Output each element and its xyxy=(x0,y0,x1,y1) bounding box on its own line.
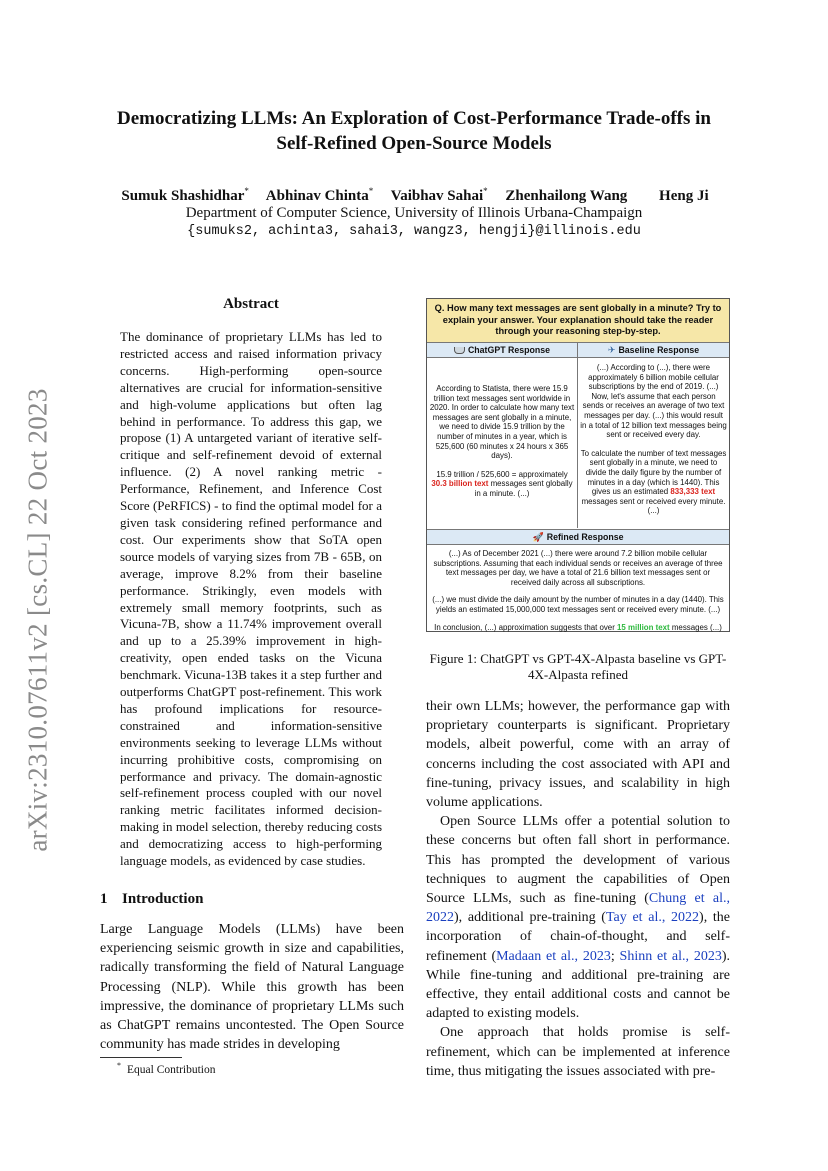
figure-1 xyxy=(426,298,730,632)
text-span: Open Source LLMs offer a potential solution to these concerns but often fall short in performance. This has prompted the development of various techniques to augment the capabilities of Open Source LLMs, such as fine-tuning ( xyxy=(426,814,730,907)
chatgpt-header-label: ChatGPT Response xyxy=(467,345,551,355)
chatgpt-paragraph: According to Statista, there were 15.9 trillion text messages sent worldwide in 2020. In order to calculate how many text messages are sent globally in a minute, we need to divide 15.9 trillion by the number of minutes in a year, which is 525,600 (60 minutes x 24 hours x 365 days). xyxy=(429,384,575,461)
intro-paragraph: Large Language Models (LLMs) have been experiencing seismic growth in size and capabilities, radically transforming the field of Natural Language Processing (NLP). While this growth has been impressive, the dominance of proprietary LLMs such as ChatGPT remains uncontested. The Open Source community has made strides in developing xyxy=(100,922,404,1053)
baseline-header-label: Baseline Response xyxy=(618,345,700,355)
baseline-paragraph xyxy=(580,449,727,516)
body-paragraph xyxy=(426,812,730,1023)
author-name: Zhenhailong Wang xyxy=(505,188,628,204)
airplane-icon: ✈ xyxy=(607,345,616,355)
abstract-body: The dominance of proprietary LLMs has led to restricted access and raised information privacy concerns. High-performing open-source alternatives are crucial for information-sensitive and high-volume applications but often lag behind in performance. To address this gap, we propose (1) A untargeted variant of iterative self-critique and self-refinement devoid of external influence. (2) A novel ranking metric - Performance, Refinement, and Inference Cost Score (PeRFICS) - to find the optimal model for a given task considering refined performance and cost. Our experiments show that SoTA open source models of varying sizes from 7B - 65B, on average, improve 8.2% from their baseline performance. Strikingly, even models with extremely small memory footprints, such as Vicuna-7B, show a 11.74% improvement overall and up to a 25.39% improvement in high-creativity, open ended tasks on the Vicuna benchmark. Vicuna-13B takes it a step further and outperforms ChatGPT post-refinement. This work has profound implications for resource-constrained and information-sensitive environments seeking to leverage LLMs without incurring prohibitive costs, compromising on performance and privacy. The domain-agnostic self-refinement process coupled with our novel ranking metric facilitates informed decision-making in model selection, thereby reducing costs and democratizing access to high-performing language models, as evidenced by case studies. xyxy=(120,329,382,869)
figure-caption: Figure 1: ChatGPT vs GPT-4X-Alpasta baseline vs GPT-4X-Alpasta refined xyxy=(429,651,727,682)
body-paragraph: One approach that holds promise is self-refinement, which can be implemented at inference time, thus mitigating the issues associated with pre- xyxy=(426,1025,730,1079)
text-span: ). While fine-tuning and additional pre-training are effective, they entail additional costs and cannot be adapted to existing models. xyxy=(426,948,731,1022)
abstract-heading: Abstract xyxy=(223,296,279,312)
refined-header xyxy=(427,529,729,545)
refined-response xyxy=(427,549,729,640)
section-heading xyxy=(100,891,203,908)
author-mark: * xyxy=(483,186,488,196)
text-span: In conclusion, (...) approximation suggests that over xyxy=(434,622,615,632)
text-span: messages sent globally in a minute. (...) xyxy=(474,479,573,498)
arxiv-id: arXiv:2310.07611v2 [cs.CL] 22 Oct 2023 xyxy=(22,388,53,852)
refined-header-label: Refined Response xyxy=(546,532,624,542)
chatgpt-paragraph xyxy=(429,470,575,499)
arxiv-watermark xyxy=(8,370,68,870)
title-line-1: Democratizing LLMs: An Exploration of Cost-Performance Trade-offs in xyxy=(116,108,711,129)
author-name: Heng Ji xyxy=(659,188,709,204)
baseline-paragraph: (...) According to (...), there were approximately 6 billion mobile cellular subscriptions by the end of 2019. (...) Now, let's assume that each person sends or receives an average of two text messages per day. (...) this would result in a total of 12 billion text messages being sent or received every day. xyxy=(580,363,727,440)
teacup-icon xyxy=(454,347,465,354)
figure-column-headers xyxy=(427,343,729,358)
section-number: 1 xyxy=(100,891,108,907)
refined-paragraph: (...) As of December 2021 (...) there were around 7.2 billion mobile cellular subscriptions. Assuming that each individual sends or receives an average of three text messages per day, we have a total of 21.6 billion text messages sent or received daily across all subscriptions. xyxy=(433,549,723,587)
text-span: ), the incorporation of chain-of-thought, and self-refinement ( xyxy=(426,910,731,964)
citation-link[interactable]: Shinn et al., 2023 xyxy=(619,948,722,964)
text-span: ), additional pre-training ( xyxy=(454,910,606,926)
refined-paragraph: (...) we must divide the daily amount by the number of minutes in a day (1440). This yields an estimated 15,000,000 text messages sent or received every minute. (...) xyxy=(432,595,724,614)
baseline-response xyxy=(578,358,729,528)
author-emails: {sumuks2, achinta3, sahai3, wangz3, hengji}@illinois.edu xyxy=(187,224,641,239)
right-column-text xyxy=(426,697,730,1081)
highlight-red: 30.3 billion text xyxy=(431,479,489,489)
rocket-icon: 🚀 xyxy=(532,532,544,542)
footnote-text: Equal Contribution xyxy=(127,1063,216,1076)
paper-title xyxy=(60,106,768,156)
author-name: Abhinav Chinta xyxy=(265,188,369,204)
text-span: 15.9 trillion / 525,600 = approximately xyxy=(436,469,568,479)
section-title: Introduction xyxy=(122,891,204,907)
affiliation: Department of Computer Science, University of Illinois Urbana-Champaign xyxy=(185,205,643,221)
title-line-2: Self-Refined Open-Source Models xyxy=(276,133,552,154)
author-mark: * xyxy=(368,186,374,196)
author-mark: * xyxy=(244,186,249,196)
text-span: To calculate the number of text messages sent globally in a minute, we need to divide the daily figure by the number of minutes in a day (which is 1440). This gives us an estimated xyxy=(580,448,727,497)
highlight-red: 833,333 text xyxy=(670,487,716,497)
refined-paragraph xyxy=(431,623,725,633)
citation-link[interactable]: Tay et al., 2022 xyxy=(605,910,700,926)
body-paragraph: their own LLMs; however, the performance gap with proprietary counterparts is significant. Proprietary models, albeit powerful, come with an array of concerns including the cost associated with API and fine-tuning, privacy issues, and scalability in high volume applications. xyxy=(426,699,730,811)
chatgpt-response xyxy=(427,358,578,528)
text-span: messages (...) xyxy=(671,622,722,632)
author-name: Sumuk Shashidhar xyxy=(121,188,245,204)
footnote xyxy=(117,1061,215,1076)
footnote-rule xyxy=(100,1057,182,1058)
text-span: ; xyxy=(610,948,620,964)
chatgpt-header xyxy=(427,343,578,357)
baseline-header xyxy=(578,343,729,357)
figure-question: Q. How many text messages are sent globally in a minute? Try to explain your answer. Your explanation should take the reader through your reasoning step-by-step. xyxy=(427,299,729,343)
citation-link[interactable]: Madaan et al., 2023 xyxy=(496,948,611,964)
highlight-green: 15 million text xyxy=(617,622,670,632)
footnote-mark: * xyxy=(117,1061,121,1070)
citation-link[interactable]: Chung et al., 2022 xyxy=(426,891,731,926)
text-span: messages sent or received every minute. (...) xyxy=(581,496,726,516)
author-name: Vaibhav Sahai xyxy=(390,188,484,204)
